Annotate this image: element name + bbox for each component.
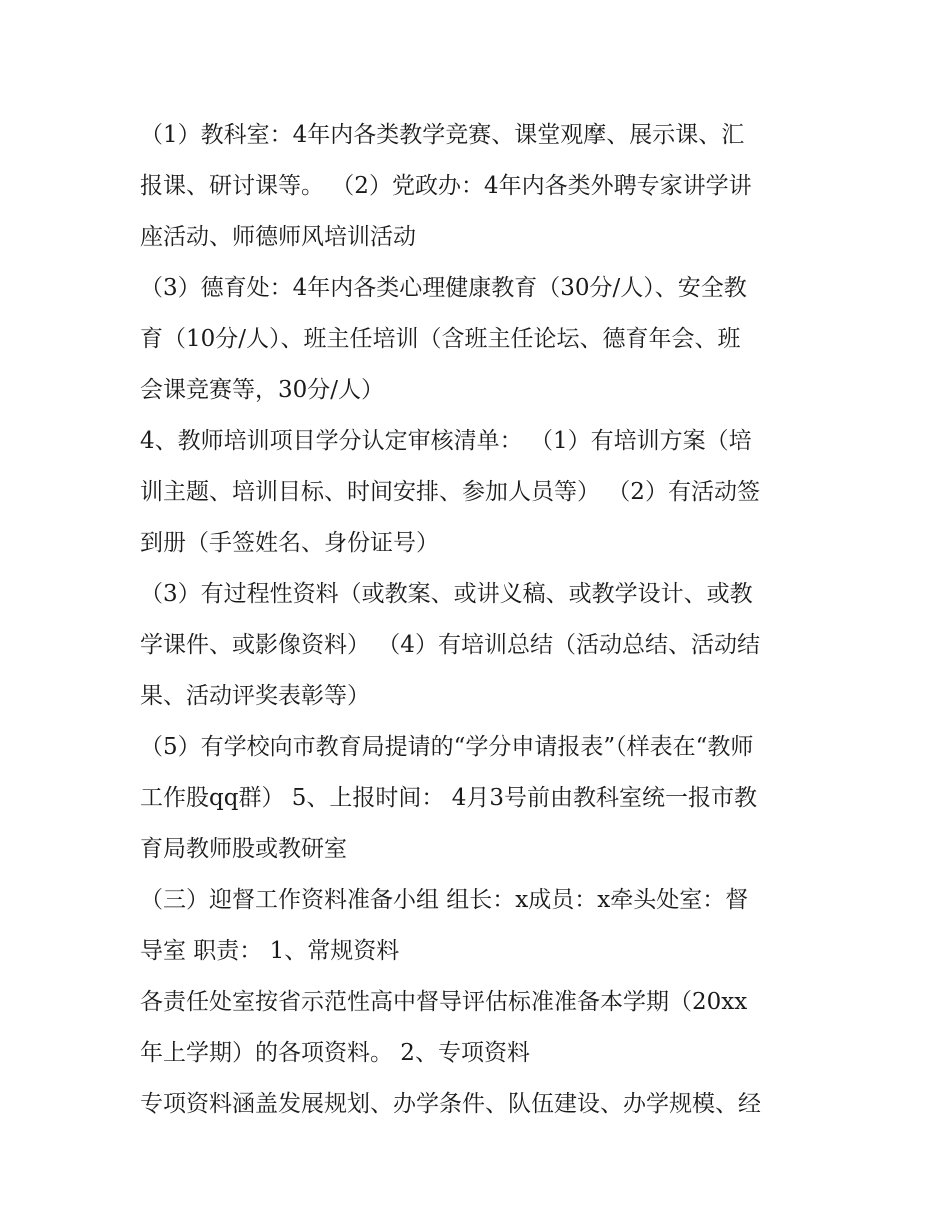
text-line: 专项资料涵盖发展规划、办学条件、队伍建设、办学规模、经	[140, 1091, 761, 1117]
text-line: 4、教师培训项目学分认定审核清单： （1）有培训方案（培	[140, 428, 752, 454]
text-line: 工作股qq群） 5、上报时间： 4月3号前由教科室统一报市教	[140, 785, 757, 811]
text-line: 到册（手签姓名、身份证号）	[140, 530, 439, 556]
text-line: （5）有学校向市教育局提请的“学分申请报表”（样表在“教师	[140, 734, 754, 760]
text-line: 导室 职责： 1、常规资料	[140, 938, 400, 964]
text-line: 各责任处室按省示范性高中督导评估标准准备本学期（20xx	[140, 989, 748, 1015]
document-body	[140, 110, 830, 1130]
text-line: 报课、研讨课等。 （2）党政办：4年内各类外聘专家讲学讲	[140, 173, 752, 199]
text-line: （1）教科室：4年内各类教学竞赛、课堂观摩、展示课、汇	[140, 122, 745, 148]
text-line: 会课竞赛等，30分/人）	[140, 377, 385, 403]
text-line: （3）有过程性资料（或教案、或讲义稿、或教学设计、或教	[140, 581, 753, 607]
text-line: （3）德育处：4年内各类心理健康教育（30分/人）、安全教	[140, 275, 747, 301]
text-line: （三）迎督工作资料准备小组 组长：x成员：x牵头处室：督	[140, 887, 749, 913]
text-line: 学课件、或影像资料） （4）有培训总结（活动总结、活动结	[140, 632, 760, 658]
text-line: 育局教师股或教研室	[140, 836, 347, 862]
text-line: 年上学期）的各项资料。 2、专项资料	[140, 1040, 530, 1066]
text-line: 训主题、培训目标、时间安排、参加人员等） （2）有活动签	[140, 479, 760, 505]
text-line: 果、活动评奖表彰等）	[140, 683, 370, 709]
text-line: 座活动、师德师风培训活动	[140, 224, 416, 250]
text-line: 育（10分/人）、班主任培训（含班主任论坛、德育年会、班	[140, 326, 741, 352]
